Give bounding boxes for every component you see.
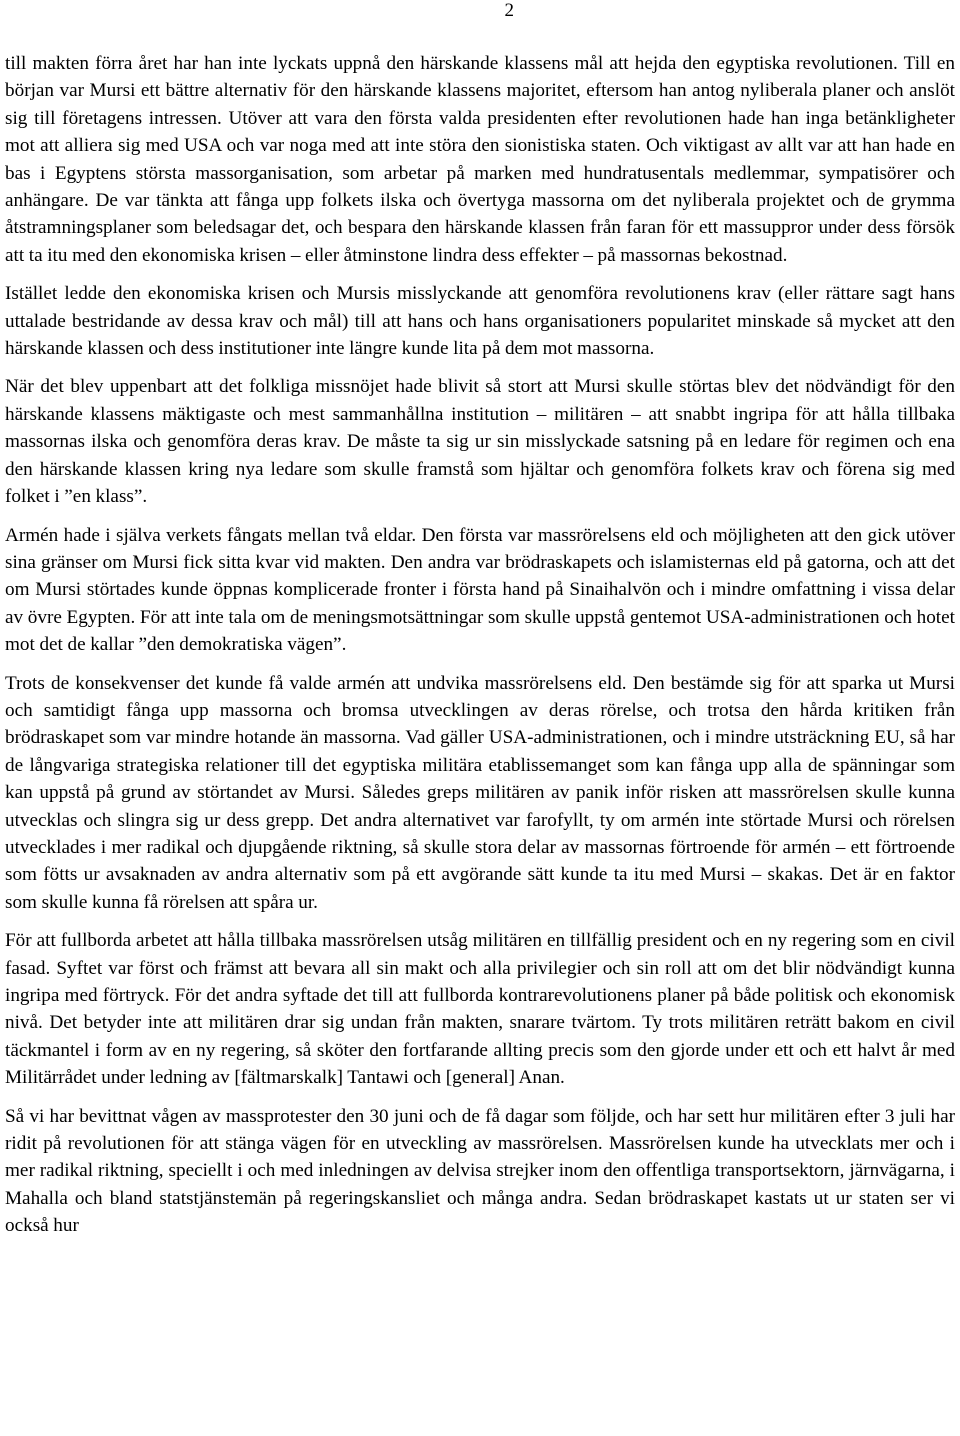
paragraph: Armén hade i själva verkets fångats mellan två eldar. Den första var massrörelsens eld och möjligheten att den gick utöver sina gränser om Mursi fick sitta kvar vid makten. Den andra var brödraskapets och islamisternas eld på gatorna, och att det om Mursi störtades kunde öppnas komplicerade fronter i första hand på Sinaihalvön och i mindre omfattning i vissa delar av övre Egypten. För att inte tala om de meningsmotsättningar som skulle uppstå gentemot USA-administrationen och hotet mot det de kallar ”den demokratiska vägen”. [5, 524, 955, 656]
paragraph: Trots de konsekvenser det kunde få valde armén att undvika massrörelsens eld. Den bestämde sig för att sparka ut Mursi och samtidigt fånga upp massorna och bromsa utvecklingen av deras rörelse, och trotsa den hårda kritiken från brödraskapet som var mindre hotande än massorna. Vad gäller USA-administrationen, och i mindre utsträckning EU, så har de långvariga strategiska relationer till det egyptiska militära etablissemanget som kan fånga upp alla de spänningar som kan uppstå på grund av störtandet av Mursi. Således greps militären av panik inför risken att massrörelsen skulle kunna utvecklas och slingra sig ur dess grepp. Det andra alternativet var farofyllt, ty om armén inte störtade Mursi och rörelsen utvecklades i mer radikal och djupgående riktning, så skulle stora delar av massornas förtroende för armén – ett förtroende som fötts ur avsaknaden av andra alternativ som på ett avgörande sätt kunde ta itu med Mursi – skakas. Det är en faktor som skulle kunna få rörelsen att spåra ur. [5, 672, 955, 913]
page-number: 2 [504, 0, 514, 21]
paragraph: till makten förra året har han inte lyckats uppnå den härskande klassens mål att hejda den egyptiska revolutionen. Till en början var Mursi ett bättre alternativ för den härskande klassens majoritet, eftersom han antog nyliberala planer och anslöt sig till företagens intressen. Utöver att vara den första valda presidenten efter revolutionen hade han inga betänkligheter mot att alliera sig med USA och var noga med att inte störa den sionistiska staten. Och viktigast av allt var att han hade en bas i Egyptens största massorganisation, som arbetar på marken med hundratusentals medlemmar, sympatisörer och anhängare. De var tänkta att fånga upp folkets ilska och övertyga massorna om det nyliberala projektet och de grymma åtstramningsplaner som beledsagar det, och bespara den härskande klassen från faran för ett massuppror under dess försök att ta itu med den ekonomiska krisen – eller åtminstone lindra dess effekter – på massornas bekostnad. [5, 53, 955, 266]
paragraph: När det blev uppenbart att det folkliga missnöjet hade blivit så stort att Mursi skulle störtas blev det nödvändigt för den härskande klassens mäktigaste och mest sammanhållna institution – militären – att snabbt ingripa för att hålla tillbaka massornas ilska och genomföra deras krav. De måste ta sig ur sin misslyckade satsning på en ledare för regimen och ena den härskande klassen kring nya ledare som skulle framstå som hjältar och genomföra folkets krav och förena sig med folket i ”en klass”. [5, 376, 955, 508]
paragraph: För att fullborda arbetet att hålla tillbaka massrörelsen utsåg militären en tillfällig president och en ny regering som en civil fasad. Syftet var först och främst att bevara all sin makt och alla privilegier och sin roll att om det blir nödvändigt kunna ingripa med förtryck. För det andra syftade det till att fullborda kontrarevolutionens planer på både politisk och ekonomisk nivå. Det betyder inte att militären drar sig undan från makten, snarare tvärtom. Ty trots militären reträtt bakom en civil täckmantel i form av en ny regering, så sköter den fortfarande allting precis som den gjorde under ett och ett halvt år med Militärrådet under ledning av [fältmarskalk] Tantawi och [general] Anan. [5, 930, 955, 1089]
document-body [5, 50, 955, 1251]
paragraph: Så vi har bevittnat vågen av massprotester den 30 juni och de få dagar som följde, och har sett hur militären efter 3 juli har ridit på revolutionen för att stänga vägen för en utveckling av massrörelsen. Massrörelsen kunde ha utvecklats mer och i mer radikal riktning, speciellt i och med inledningen av delvisa strejker inom den offentliga transportsektorn, järnvägarna, i Mahalla och bland statstjänstemän på regeringskansliet och många andra. Sedan brödraskapet kastats ut ur staten ser vi också hur [5, 1105, 955, 1237]
paragraph: Istället ledde den ekonomiska krisen och Mursis misslyckande att genomföra revolutionens krav (eller rättare sagt hans uttalade bestridande av dessa krav och mål) till att hans och hans organisationers popularitet minskade så mycket att den härskande klassen och dess institutioner inte längre kunde lita på dem mot massorna. [5, 283, 955, 360]
